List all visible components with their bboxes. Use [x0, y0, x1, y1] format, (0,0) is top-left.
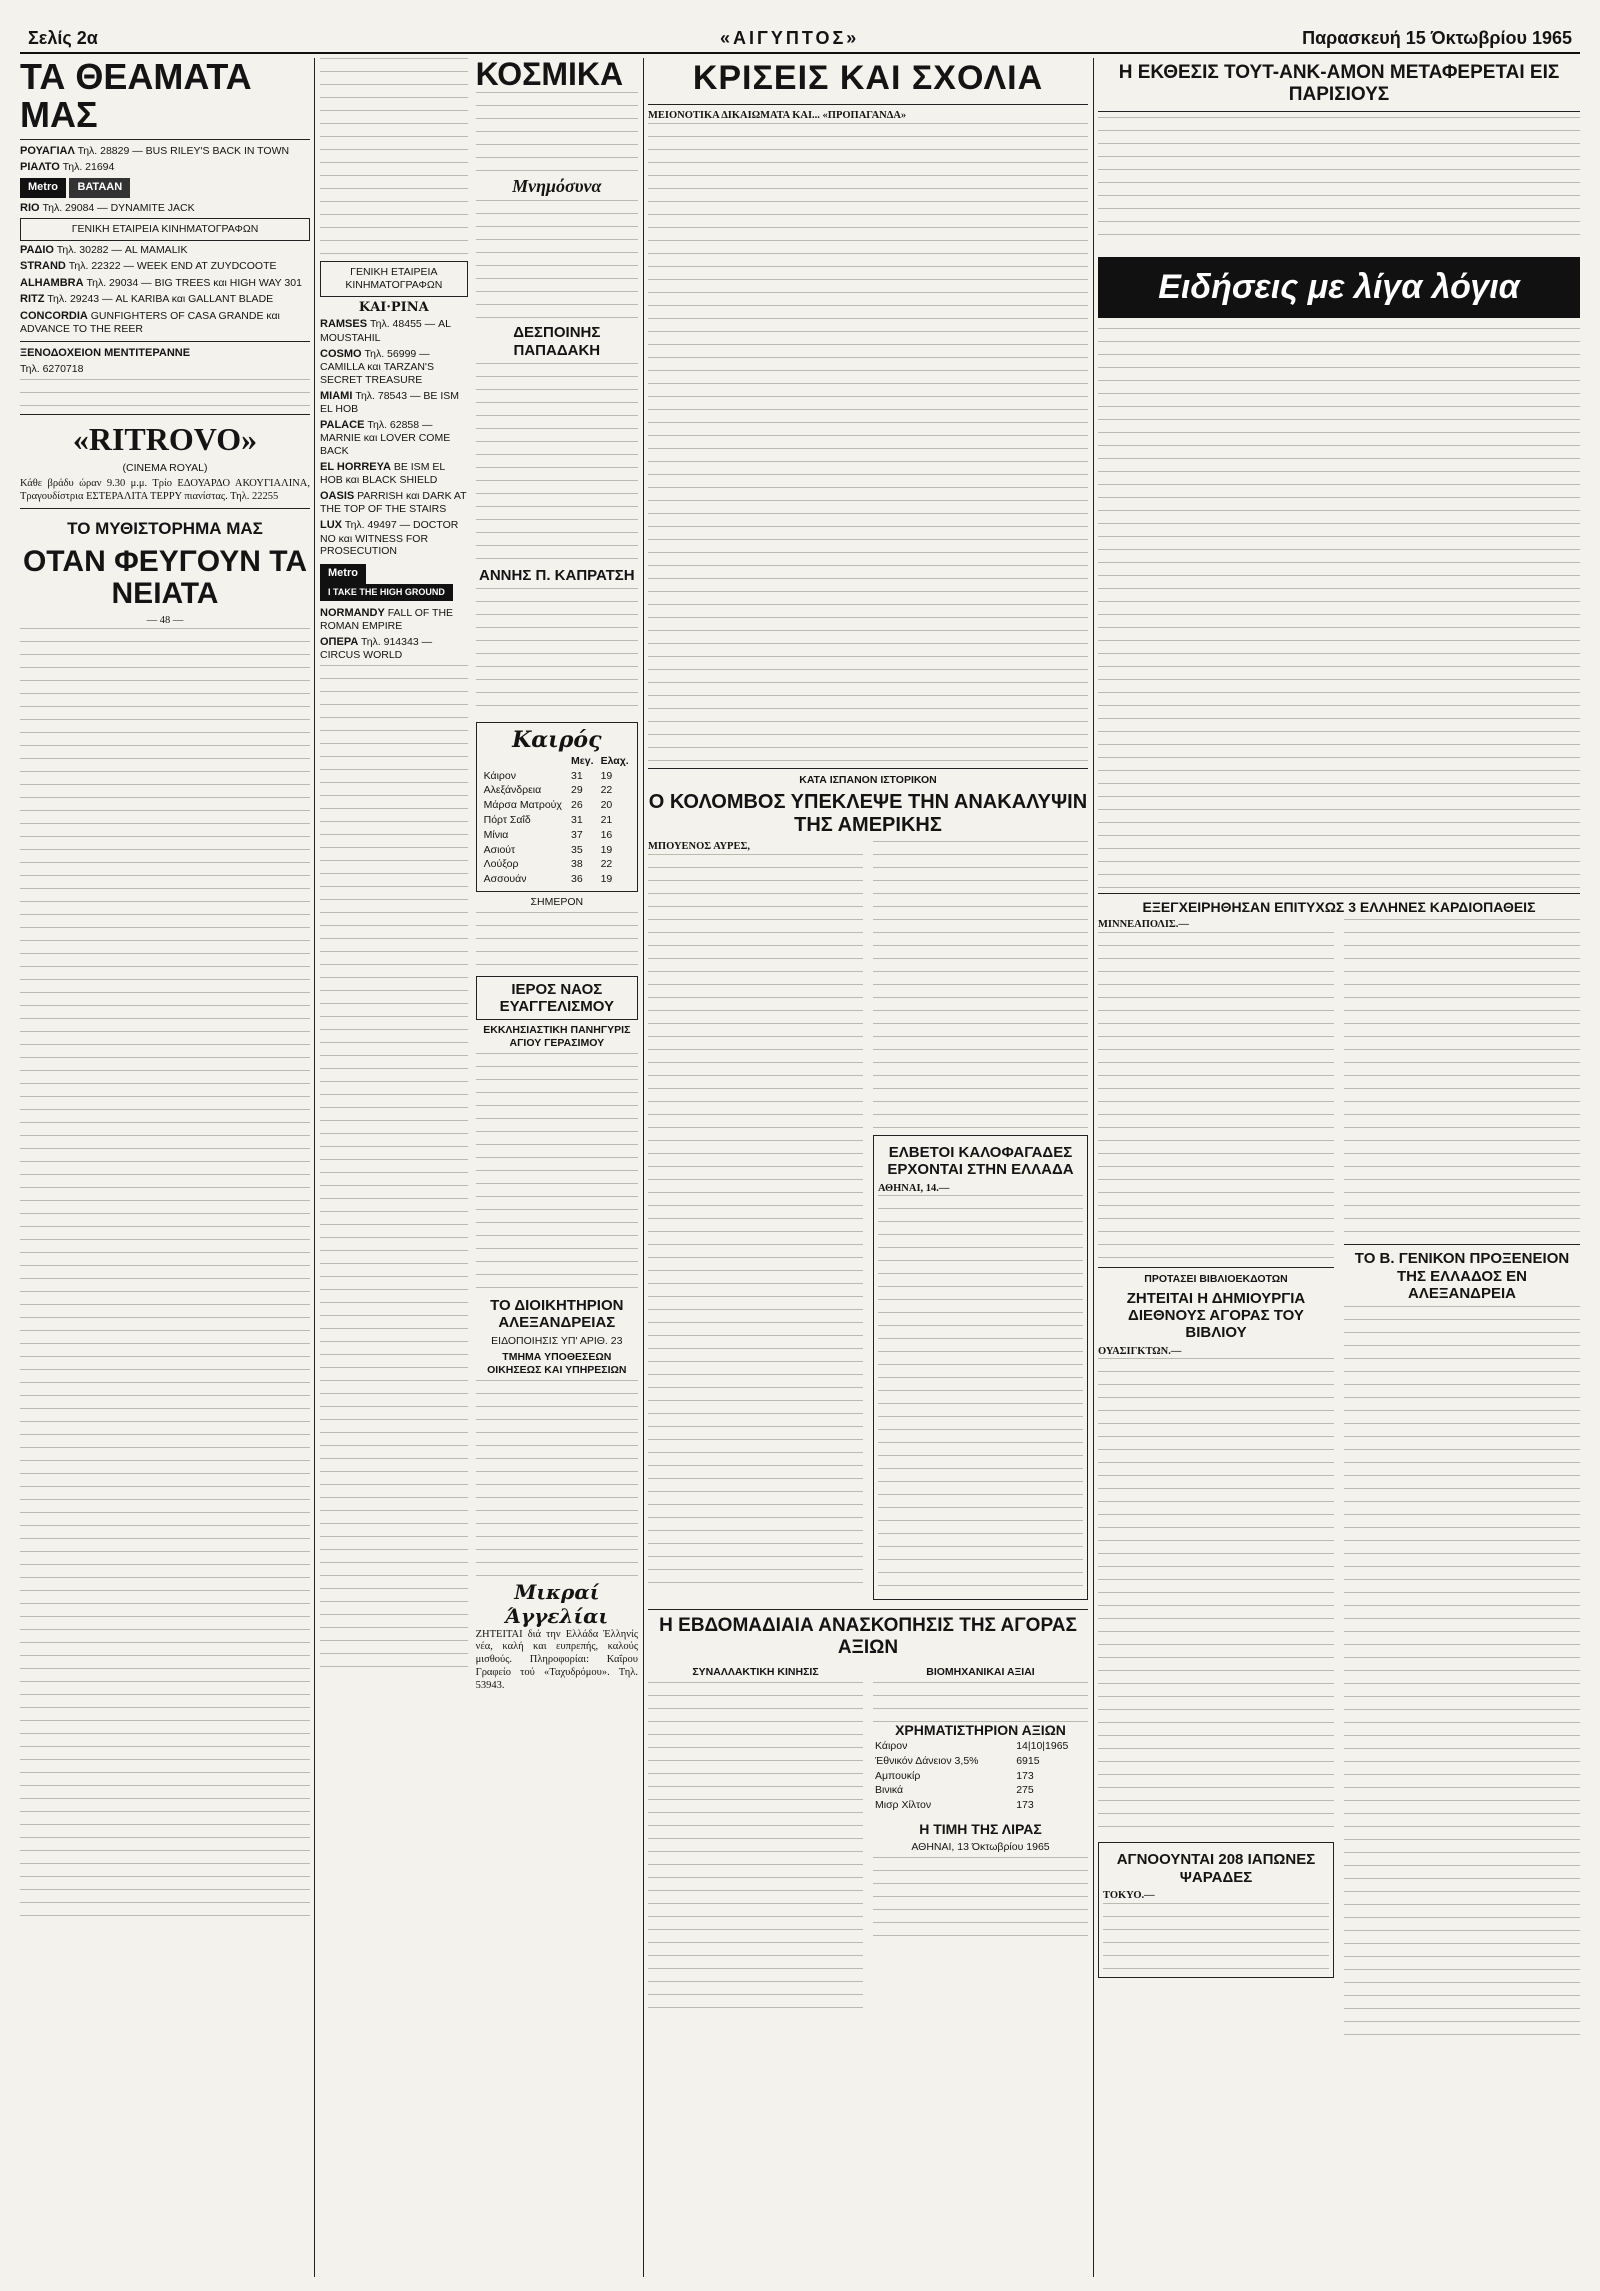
- cardiac-title: ΕΞΕΓΧΕΙΡΗΘΗΣΑΝ ΕΠΙΤΥΧΩΣ 3 ΕΛΛΗΝΕΣ ΚΑΡΔΙΟΠΑΘΕΙΣ: [1142, 899, 1536, 916]
- listing-item: PALACE Τηλ. 62858 — MARNIE και LOVER COME BACK: [320, 418, 451, 458]
- tutankhamun-title: Η ΕΚΘΕΣΙΣ ΤΟΥΤ-ΑΝΚ-ΑΜΟΝ ΜΕΤΑΦΕΡΕΤΑΙ ΕΙΣ ΠΑΡΙΣΙΟΥΣ: [1118, 62, 1560, 105]
- table-row: Λούξορ 38 22: [483, 858, 613, 871]
- company-box: ΓΕΝΙΚΗ ΕΤΑΙΡΕΙΑ ΚΙΝΗΜΑΤΟΓΡΑΦΩΝ: [20, 218, 310, 241]
- weather-title: Καιρός: [512, 727, 602, 754]
- church-text: [476, 1053, 638, 1293]
- listing-item: LUX Τηλ. 49497 — DOCTOR NO και WITNESS FOR PROSECUTION: [320, 519, 459, 558]
- exchange-table: [873, 1739, 1088, 1813]
- novel-kicker: ΤΟ ΜΥΘΙΣΤΟΡΗΜΑ ΜΑΣ: [67, 519, 263, 539]
- notice-text: [476, 588, 638, 718]
- consulate-text: [1344, 1306, 1580, 2036]
- company-box-2: ΓΕΝΙΚΗ ΕΤΑΙΡΕΙΑ ΚΙΝΗΜΑΤΟΓΡΑΦΩΝ: [320, 261, 468, 297]
- memorial-text: [476, 200, 638, 320]
- table-row: Αμπουκίρ 173: [875, 1769, 1034, 1782]
- paper-name: «ΑΙΓΥΠΤΟΣ»: [720, 28, 860, 48]
- metro-logo: Metro: [20, 178, 66, 197]
- listing-item: OASIS PARRISH και DARK AT THE TOP OF THE STAIRS: [320, 490, 467, 516]
- novel-text: [20, 628, 310, 1928]
- listing-item: COSMO Τηλ. 56999 — CAMILLA και TARZAN'S SECRET TREASURE: [320, 347, 434, 386]
- listing-item: ΡΙΑΛΤΟ Τηλ. 21694: [20, 161, 115, 173]
- column-theatres: [20, 58, 310, 2277]
- lira-title: Η ΤΙΜΗ ΤΗΣ ΛΙΡΑΣ: [919, 1820, 1042, 1837]
- exchange-title: ΧΡΗΜΑΤΙΣΤΗΡΙΟΝ ΑΞΙΩΝ: [895, 1721, 1066, 1738]
- masthead: [20, 6, 1580, 54]
- listing-item: CONCORDIA GUNFIGHTERS OF CASA GRANDE και ADVANCE TO THE REER: [20, 309, 280, 336]
- table-row: Μίνια 37 16: [483, 828, 613, 841]
- ritrovo-text: Κάθε βράδυ ώραν 9.30 μ.μ. Τρίο ΕΔΟΥΑΡΔΟ ΑΚΟΥΓΙΑΛΙΝΑ, Τραγουδίστρια ΕΣΤΕΡΑΛΙΤΑ ΤΕΡΡΥ πιανίστας. Τηλ. 22255: [20, 477, 310, 502]
- table-row: Μάρσα Ματρούχ 26 20: [483, 799, 613, 812]
- table-row: Ασσουάν 36 19: [483, 873, 613, 886]
- column-news: [1098, 58, 1580, 2277]
- listing-item: STRAND Τηλ. 22322 — WEEK END AT ZUYDCOOTE: [20, 260, 277, 273]
- columbus-text-2: [873, 841, 1088, 1131]
- lira-date: ΑΘΗΝΑΙ, 13 Όκτωβρίου 1965: [911, 1840, 1050, 1853]
- weather-today: ΣΗΜΕΡΟΝ: [530, 896, 584, 909]
- social-text: [476, 92, 638, 172]
- fishermen-dateline: ΤΟΚΥΟ.—: [1103, 1889, 1155, 1901]
- notice-title: ΙΕΡΟΣ ΝΑΟΣ ΕΥΑΓΓΕΛΙΣΜΟΥ: [476, 976, 638, 1021]
- classifieds-text: ΖΗΤΕΙΤΑΙ διά την Ελλάδα Έλληνίς νέα, καλή και ευπρεπής, καλούς μισθούς. Πληροφορίαι: Καΐρου Γραφείο τού «Ταχυδρόμου». Τηλ. 53943.: [475, 1628, 638, 1691]
- columbus-kicker: ΚΑΤΑ ΙΣΠΑΝΟΝ ΙΣΤΟΡΙΚΟΝ: [799, 774, 937, 787]
- columbus-dateline: ΜΠΟΥΕΝΟΣ ΑΥΡΕΣ,: [648, 841, 750, 853]
- column-social: [320, 58, 638, 2277]
- table-row: Μισρ Χίλτον 173: [875, 1799, 1034, 1812]
- columbus-title: Ο ΚΟΛΟΜΒΟΣ ΥΠΕΚΛΕΨΕ ΤΗΝ ΑΝΑΚΑΛΥΨΙΝ ΤΗΣ ΑΜΕΡΙΚΗΣ: [648, 791, 1088, 837]
- issue-date: Παρασκευή 15 Όκτωβρίου 1965: [1302, 28, 1572, 48]
- critiques-text: [648, 123, 1088, 763]
- market-right-head: ΒΙΟΜΗΧΑΝΙΚΑΙ ΑΞΙΑΙ: [926, 1666, 1035, 1679]
- table-row: Κάιρον 31 19: [483, 769, 613, 782]
- table-row: Πόρτ Σαΐδ 31 21: [483, 814, 613, 827]
- table-row: Ασιούτ 35 19: [483, 843, 613, 856]
- listing-item: RITZ Τηλ. 29243 — AL KARIBA και GALLANT BLADE: [20, 293, 274, 306]
- listing-item: RAMSES Τηλ. 48455 — AL MOUSTAHIL: [320, 318, 451, 344]
- critiques-title: ΚΡΙΣΕΙΣ ΚΑΙ ΣΧΟΛΙΑ: [692, 59, 1044, 97]
- court-dept: ΤΜΗΜΑ ΥΠΟΘΕΣΕΩΝ ΟΙΚΗΣΕΩΣ ΚΑΙ ΥΠΗΡΕΣΙΩΝ: [487, 1351, 627, 1377]
- swiss-dateline: ΑΘΗΝΑΙ, 14.—: [878, 1182, 950, 1194]
- swiss-title: ΕΛΒΕΤΟΙ ΚΑΛΟΦΑΓΑΔΕΣ ΕΡΧΟΝΤΑΙ ΣΤΗΝ ΕΛΛΑΔΑ: [887, 1144, 1074, 1179]
- market-text-2: [873, 1682, 1088, 1722]
- ritrovo-sub: (CINEMA ROYAL): [122, 462, 208, 475]
- court-text: [476, 1380, 638, 1580]
- table-row: Βινικά 275: [875, 1784, 1034, 1797]
- cardiac-text-2: [1344, 919, 1580, 1239]
- market-text: [648, 1682, 863, 2012]
- hotel-phone: Τηλ. 6270718: [20, 363, 84, 376]
- bookfair-dateline: ΟΥΑΣΙΓΚΤΩΝ.—: [1098, 1345, 1182, 1357]
- page-number: Σελίς 2α: [28, 28, 98, 48]
- metro-logo-2: Metro: [320, 564, 366, 583]
- novel-text-2: [320, 665, 468, 1675]
- weather-text: [476, 912, 638, 972]
- bookfair-kicker: ΠΡΟΤΑΣΕΙ ΒΙΒΛΙΟΕΚΔΟΤΩΝ: [1144, 1273, 1288, 1286]
- weather-box: [476, 722, 638, 892]
- brief-news-text: [1098, 328, 1580, 888]
- fishermen-title: ΑΓΝΟΟΥΝΤΑΙ 208 ΙΑΠΩΝΕΣ ΨΑΡΑΔΕΣ: [1116, 1851, 1316, 1886]
- columbus-text: [648, 854, 863, 1594]
- hotel-ad-text: [20, 379, 310, 409]
- memorial-title: Μνημόσυνα: [512, 175, 602, 196]
- column-critiques: [648, 58, 1088, 2277]
- novel-part: — 48 —: [146, 615, 184, 627]
- listing-item: MIAMI Τηλ. 78543 — BE ISM EL HOB: [320, 389, 460, 416]
- bookfair-text: [1098, 1358, 1334, 1838]
- market-left-head: ΣΥΝΑΛΛΑΚΤΙΚΗ ΚΙΝΗΣΙΣ: [692, 1666, 819, 1679]
- cardiac-dateline: ΜΙΝΝΕΑΠΟΛΙΣ.—: [1098, 919, 1189, 931]
- cardiac-text: [1098, 932, 1334, 1262]
- notice-title: ΑΝΝΗΣ Π. ΚΑΠΡΑΤΣΗ: [478, 566, 635, 584]
- hotel-name: ΞΕΝΟΔΟΧΕΙΟΝ ΜΕΝΤΙΤΕΡΑΝΝΕ: [20, 346, 191, 359]
- table-row: Αλεξάνδρεια 29 22: [483, 784, 613, 797]
- listing-item: ALHAMBRA Τηλ. 29034 — BIG TREES και HIGH WAY 301: [20, 276, 302, 289]
- kaipina: ΚΑΙ·ΡΙΝΑ: [358, 299, 429, 315]
- notice-text: [476, 363, 638, 563]
- cinema-ad: ΒΑΤΑΑΝ: [69, 178, 130, 197]
- listing-item: ΟΠΕΡΑ Τηλ. 914343 — CIRCUS WORLD: [320, 635, 433, 662]
- listing-item: ΡΑΔΙΟ Τηλ. 30282 — AL MAMALIK: [20, 244, 188, 257]
- court-sub: ΕΙΔΟΠΟΙΗΣΙΣ ΥΠ' ΑΡΙΘ. 23: [491, 1335, 623, 1348]
- notice-title: ΔΕΣΠΟΙΝΗΣ ΠΑΠΑΔΑΚΗ: [513, 324, 601, 359]
- court-title: ΤΟ ΔΙΟΙΚΗΤΗΡΙΟΝ ΑΛΕΞΑΝΔΡΕΙΑΣ: [490, 1296, 624, 1332]
- brief-news-title: Ειδήσεις με λίγα λόγια: [1098, 257, 1580, 318]
- ritrovo-title: «RITROVO»: [72, 421, 258, 458]
- swiss-text: [878, 1195, 1083, 1595]
- weather-table: Μεγ. Ελαχ. Κάιρον 31 19 Αλεξάνδρεια 29 22 Μάρσα Ματρούχ 26 20 Πόρτ Σαΐδ 31 21 Μίνια 37 16 Ασιούτ 35 19 Λούξορ 38 22 Ασσουάν 36 19: [481, 754, 633, 887]
- consulate-title: ΤΟ Β. ΓΕΝΙΚΟΝ ΠΡΟΞΕΝΕΙΟΝ ΤΗΣ ΕΛΛΑΔΟΣ ΕΝ ΑΛΕΞΑΝΔΡΕΙΑ: [1354, 1250, 1570, 1302]
- listing-item: NORMANDY FALL OF THE ROMAN EMPIRE: [320, 606, 454, 633]
- novel-title: ΟΤΑΝ ΦΕΥΓΟΥΝ ΤΑ ΝΕΙΑΤΑ: [22, 545, 308, 610]
- bookfair-title: ΖΗΤΕΙΤΑΙ Η ΔΗΜΙΟΥΡΓΙΑ ΔΙΕΘΝΟΥΣ ΑΓΟΡΑΣ ΤΟΥ ΒΙΒΛΙΟΥ: [1126, 1289, 1306, 1342]
- lira-text: [873, 1857, 1088, 1947]
- listing-item: ΡΟΥΑΓΙΑΛ Τηλ. 28829 — BUS RILEY'S BACK IN TOWN: [20, 144, 290, 157]
- table-row: Έθνικόν Δάνειον 3,5% 6915: [875, 1754, 1040, 1767]
- table-row: Κάιρον 14|10|1965: [875, 1739, 1069, 1752]
- notice-sub: ΕΚΚΛΗΣΙΑΣΤΙΚΗ ΠΑΝΗΓΥΡΙΣ ΑΓΙΟΥ ΓΕΡΑΣΙΜΟΥ: [483, 1024, 631, 1050]
- critiques-headline: ΜΕΙΟΝΟΤΙΚΑ ΔΙΚΑΙΩΜΑΤΑ ΚΑΙ... «ΠΡΟΠΑΓΑΝΔΑ»: [648, 110, 907, 122]
- tutankhamun-text: [1098, 117, 1580, 247]
- market-title: Η ΕΒΔΟΜΑΔΙΑΙΑ ΑΝΑΣΚΟΠΗΣΙΣ ΤΗΣ ΑΓΟΡΑΣ ΑΞΙΩΝ: [659, 1615, 1077, 1659]
- social-title: ΚΟΣΜΙΚΑ: [475, 58, 624, 92]
- listing-item: EL HORREYA BE ISM EL HOB και BLACK SHIELD: [320, 460, 445, 487]
- fishermen-text: [1103, 1903, 1329, 1973]
- theatres-title: ΤΑ ΘΕΑΜΑΤΑ ΜΑΣ: [20, 58, 252, 135]
- listing-item: RIO Τηλ. 29084 — DYNAMITE JACK: [20, 201, 195, 214]
- classifieds-title: Μικραί Άγγελίαι: [505, 1579, 609, 1629]
- metro-feature: I TAKE THE HIGH GROUND: [320, 584, 453, 601]
- rialto-text: [320, 58, 468, 258]
